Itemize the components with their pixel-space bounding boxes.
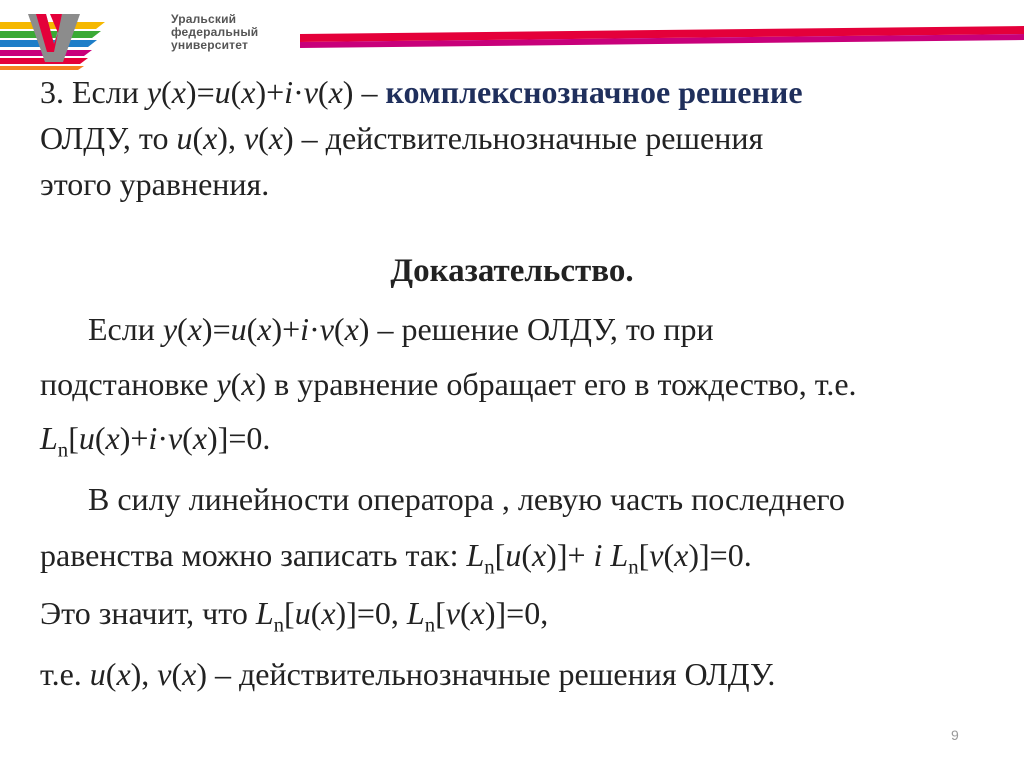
var-x: x	[257, 311, 272, 347]
var-x: x	[241, 74, 256, 110]
proof-line-6: Это значит, что $L_n[u(x)]=0$, $L_n[v(x)]=0$,	[40, 595, 549, 637]
subscript-n: n	[628, 555, 639, 579]
var-v: v	[649, 537, 664, 573]
var-v: v	[303, 74, 318, 110]
var-v: v	[319, 311, 334, 347]
highlight-text: комплекснозначное решение	[385, 74, 803, 110]
var-x: x	[192, 420, 208, 456]
proof-line-5: равенства можно записать так: $L_n[u(x)]+ i$ $L_n[v(x)]=0$.	[40, 537, 752, 579]
dot: ·	[309, 311, 320, 347]
operator-L: L	[406, 595, 425, 631]
var-x: x	[171, 74, 186, 110]
logo-line-2: федеральный	[171, 25, 259, 39]
statement-line-1: 3. Если y(x)=u(x)+i·v(x) – комплекснозначное решение	[40, 74, 803, 110]
text: +	[567, 537, 594, 573]
comma: ,	[227, 120, 244, 156]
proof-line-4: В силу линейности оператора , левую часть последнего	[88, 481, 845, 517]
var-v: v	[243, 120, 259, 156]
dash: –	[353, 74, 386, 110]
subscript-n: n	[424, 613, 436, 637]
text: Если	[88, 311, 163, 347]
item-number: 3. Если	[40, 74, 147, 110]
logo-line-3: университет	[171, 38, 249, 52]
proof-line-1: Если y(x)=u(x)+i·v(x) – решение ОЛДУ, то при	[88, 311, 714, 347]
proof-line-2: подстановке y(x) в уравнение обращает его в тождество, т.е.	[40, 366, 857, 402]
dot: ·	[157, 420, 168, 456]
var-i: i	[148, 420, 158, 456]
proof-line-7: т.е. u(x), v(x) – действительнозначные решения ОЛДУ.	[40, 656, 776, 692]
var-x: x	[105, 420, 120, 456]
var-x: x	[268, 120, 284, 156]
var-y: y	[146, 74, 162, 110]
var-u: u	[78, 420, 95, 456]
var-x: x	[531, 537, 547, 573]
text: равенства можно записать так:	[40, 537, 467, 573]
text: =0,	[356, 595, 407, 631]
var-x: x	[470, 595, 485, 631]
var-x: x	[241, 366, 256, 402]
text: =0,	[506, 595, 549, 631]
var-i: i	[284, 74, 294, 110]
var-x: x	[187, 311, 202, 347]
text: =0.	[228, 420, 271, 456]
var-u: u	[505, 537, 522, 573]
var-u: u	[230, 311, 247, 347]
subscript-n: n	[484, 555, 495, 579]
logo-line-1: Уральский	[171, 12, 237, 26]
comma: ,	[141, 656, 158, 692]
var-x: x	[321, 595, 336, 631]
operator-L: L	[466, 537, 485, 573]
var-y: y	[162, 311, 178, 347]
page-number: 9	[951, 727, 959, 743]
operator-L: L	[40, 420, 58, 456]
var-v: v	[445, 595, 460, 631]
var-u: u	[214, 74, 231, 110]
operator-L: L	[255, 595, 274, 631]
operator-L: L	[610, 537, 629, 573]
proof-line-3: $L_n[u(x)+i\cdot v(x)]=0$.	[40, 420, 271, 462]
var-x: x	[116, 656, 131, 692]
var-u: u	[89, 656, 106, 692]
statement-line-3: этого уравнения.	[40, 166, 270, 202]
text: =0.	[709, 537, 752, 573]
var-u: u	[176, 120, 193, 156]
var-i: i	[593, 537, 603, 573]
statement-line-2: ОЛДУ, то u(x), v(x) – действительнозначные решения	[40, 120, 764, 156]
subscript-n: n	[273, 613, 285, 637]
var-x: x	[328, 74, 343, 110]
subscript-n: n	[57, 438, 69, 462]
var-i: i	[300, 311, 310, 347]
text: Это значит, что	[40, 595, 256, 631]
var-v: v	[157, 656, 172, 692]
dot: ·	[293, 74, 304, 110]
text: – действительнозначные решения ОЛДУ.	[207, 656, 776, 692]
text: – действительнозначные решения	[293, 120, 764, 156]
text: ОЛДУ, то	[40, 120, 177, 156]
text: в уравнение обращает его в тождество, т.е.	[266, 366, 857, 402]
var-x: x	[344, 311, 359, 347]
var-y: y	[216, 366, 231, 402]
text: – решение ОЛДУ, то при	[369, 311, 714, 347]
var-x: x	[203, 120, 218, 156]
var-u: u	[294, 595, 311, 631]
text: подстановке	[40, 366, 217, 402]
proof-title: Доказательство.	[390, 253, 634, 289]
text: т.е.	[40, 656, 90, 692]
var-v: v	[167, 420, 183, 456]
var-x: x	[182, 656, 197, 692]
var-x: x	[674, 537, 689, 573]
